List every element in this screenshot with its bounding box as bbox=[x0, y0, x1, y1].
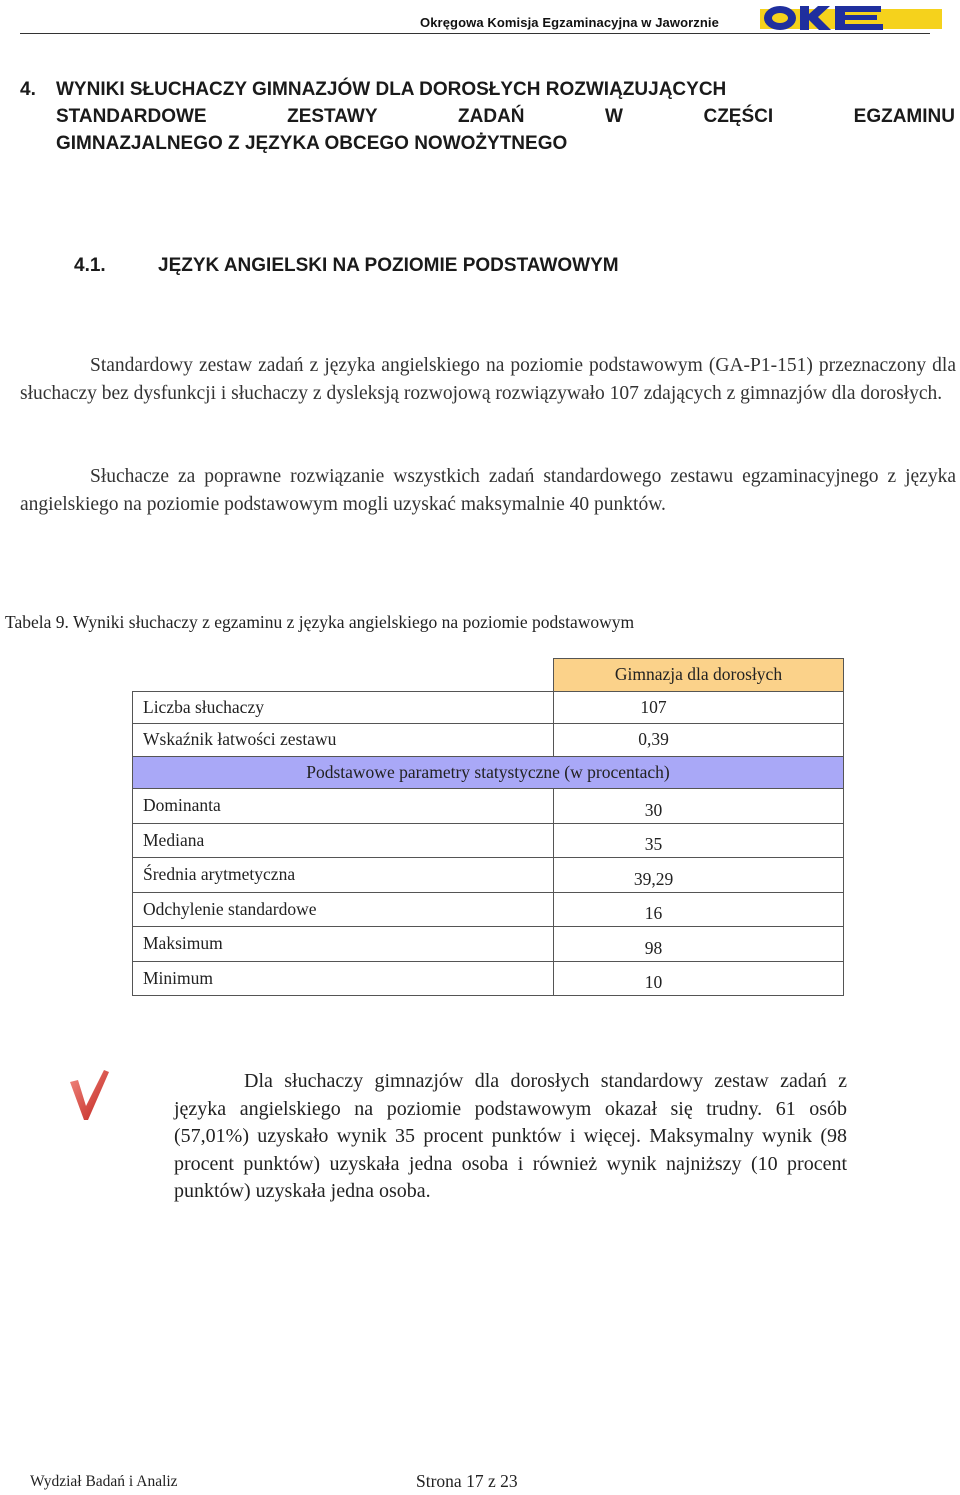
section-number: 4. bbox=[20, 79, 36, 100]
header-organization: Okręgowa Komisja Egzaminacyjna w Jaworznie bbox=[420, 15, 719, 30]
row-label: Dominanta bbox=[133, 789, 554, 824]
table-row bbox=[133, 823, 844, 858]
summary-paragraph bbox=[174, 1068, 847, 1206]
table-caption: Tabela 9. Wyniki słuchaczy z egzaminu z języka angielskiego na poziomie podstawowym bbox=[5, 612, 635, 632]
row-label: Odchylenie standardowe bbox=[133, 892, 554, 927]
oke-logo bbox=[760, 3, 942, 33]
table-row bbox=[133, 724, 844, 757]
row-label: Liczba słuchaczy bbox=[133, 691, 554, 724]
row-value: 30 bbox=[554, 789, 844, 824]
intro-paragraph-text: Standardowy zestaw zadań z języka angielskiego na poziomie podstawowym (GA-P1-151) przeznaczony dla słuchaczy bez dysfunkcji i słuchaczy z dysleksją rozwojową rozwiązywało 107 zdających z gimnazjów dla dorosłych. bbox=[20, 355, 956, 404]
heading-word: STANDARDOWE bbox=[56, 106, 207, 127]
points-paragraph-text: Słuchacze za poprawne rozwiązanie wszystkich zadań standardowego zestawu egzaminacyjnego z języka angielskiego na poziomie podstawowym mogli uzyskać maksymalnie 40 punktów. bbox=[20, 466, 956, 515]
row-value: 39,29 bbox=[554, 858, 844, 893]
points-paragraph bbox=[20, 463, 956, 518]
table-row bbox=[133, 892, 844, 927]
table-row bbox=[133, 789, 844, 824]
section-title-line1: WYNIKI SŁUCHACZY GIMNAZJÓW DLA DOROSŁYCH ROZWIĄZUJĄCYCH bbox=[56, 79, 727, 100]
heading-word: ZESTAWY bbox=[287, 106, 378, 127]
row-label: Mediana bbox=[133, 823, 554, 858]
page-number: Strona 17 z 23 bbox=[416, 1471, 518, 1491]
table-row bbox=[133, 858, 844, 893]
subsection-title: JĘZYK ANGIELSKI NA POZIOMIE PODSTAWOWYM bbox=[158, 255, 619, 276]
footer-department: Wydział Badań i Analiz bbox=[30, 1473, 178, 1490]
heading-word: ZADAŃ bbox=[458, 106, 525, 127]
section-header-cell: Podstawowe parametry statystyczne (w procentach) bbox=[133, 756, 844, 789]
subsection-heading bbox=[74, 255, 619, 277]
row-label: Maksimum bbox=[133, 927, 554, 962]
row-value: 0,39 bbox=[554, 724, 844, 757]
heading-word: CZĘŚCI bbox=[703, 106, 774, 127]
subsection-number: 4.1. bbox=[74, 255, 106, 276]
column-header: Gimnazja dla dorosłych bbox=[554, 659, 844, 692]
empty-corner-cell bbox=[133, 659, 554, 692]
row-label: Średnia arytmetyczna bbox=[133, 858, 554, 893]
table-row bbox=[133, 927, 844, 962]
summary-text: Dla słuchaczy gimnazjów dla dorosłych standardowy zestaw zadań z języka angielskiego na poziomie podstawowym okazał się trudny. 61 osób (57,01%) uzyskało wynik 35 procent punktów i więcej. Maksymalny wynik (98 procent punktów) uzyskała jedna osoba i również wynik najniższy (10 procent punktów) uzyskała jedna osoba. bbox=[174, 1070, 847, 1202]
row-value: 10 bbox=[554, 961, 844, 996]
section-heading bbox=[20, 76, 955, 157]
svg-text:OKE: OKE bbox=[760, 3, 763, 4]
table-header-row bbox=[133, 659, 844, 692]
row-value: 35 bbox=[554, 823, 844, 858]
table-row bbox=[133, 691, 844, 724]
row-value: 107 bbox=[554, 691, 844, 724]
header-divider bbox=[20, 33, 930, 34]
row-value: 16 bbox=[554, 892, 844, 927]
section-title-line3: GIMNAZJALNEGO Z JĘZYKA OBCEGO NOWOŻYTNEGO bbox=[56, 133, 568, 154]
section-title-line2 bbox=[20, 103, 955, 130]
results-table bbox=[132, 658, 844, 996]
heading-word: EGZAMINU bbox=[853, 106, 955, 127]
row-value: 98 bbox=[554, 927, 844, 962]
row-label: Minimum bbox=[133, 961, 554, 996]
heading-word: W bbox=[605, 106, 623, 127]
intro-paragraph bbox=[20, 352, 956, 407]
table-section-header-row bbox=[133, 756, 844, 789]
checkmark-icon bbox=[68, 1068, 110, 1122]
table-row bbox=[133, 961, 844, 996]
row-label: Wskaźnik łatwości zestawu bbox=[133, 724, 554, 757]
